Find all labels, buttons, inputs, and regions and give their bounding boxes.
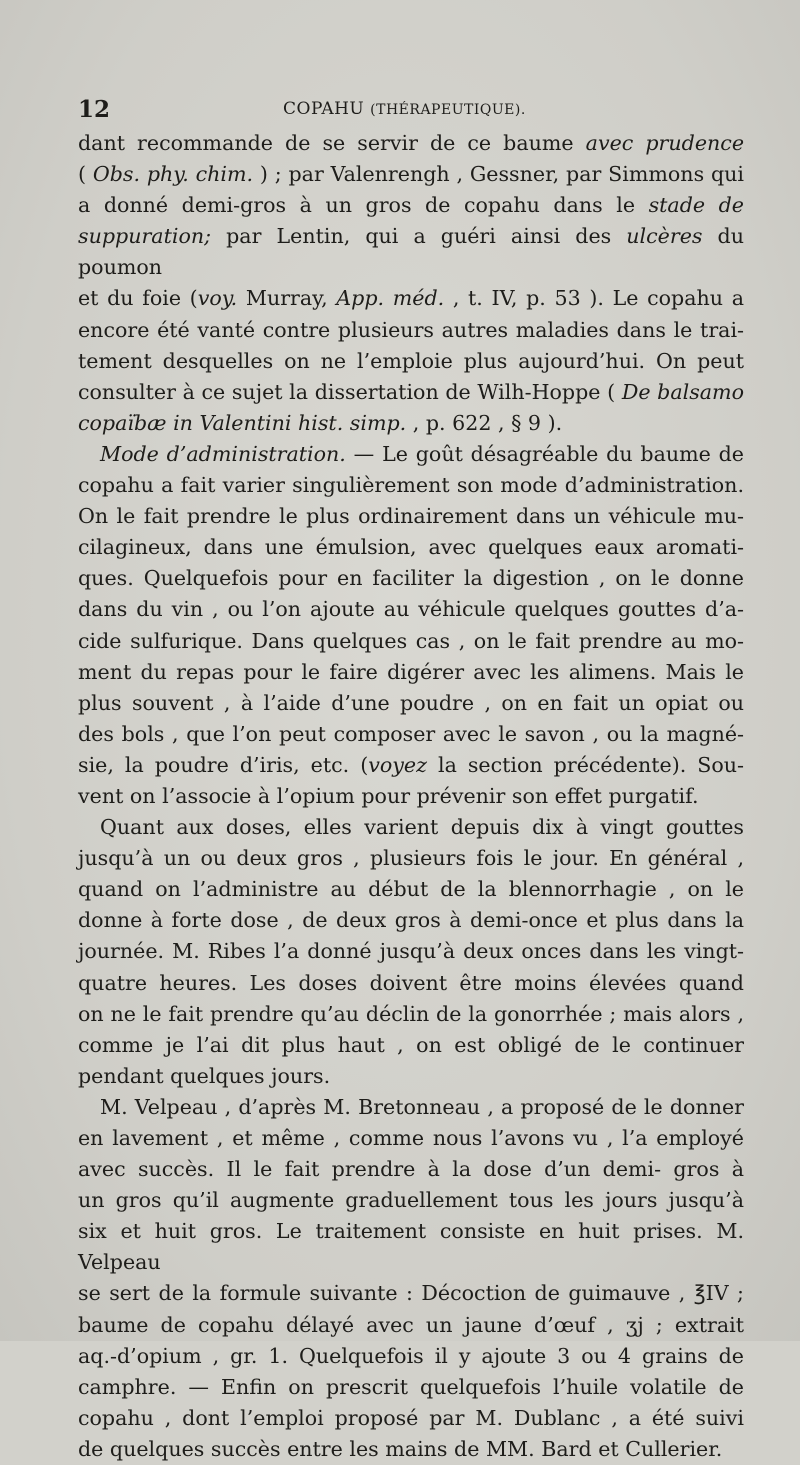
text-line (78, 1341, 744, 1372)
text-line (78, 1092, 744, 1123)
text-line (78, 936, 744, 967)
text-segment: , p. 622 , § 9 ). (406, 410, 563, 435)
running-subtitle: (THÉRAPEUTIQUE). (370, 102, 526, 118)
text-segment: , t. IV, p. 53 ). Le copahu a (444, 286, 744, 311)
text-line (78, 657, 744, 688)
text-line (78, 408, 744, 439)
text-line (78, 688, 744, 719)
italic-segment: App. méd. (336, 286, 445, 311)
page-header (78, 96, 750, 126)
text-segment: ) ; par Valenrengh , Gessner, par Simmons qui (253, 162, 744, 187)
text-line (78, 1123, 744, 1154)
text-segment: journée. M. Ribes l’a donné jusqu’à deux onces dans les vingt- (78, 939, 744, 964)
text-line (78, 315, 744, 346)
text-segment: de quelques succès entre les mains de MM. Bard et Cullerier. (78, 1436, 723, 1461)
text-segment: baume de copahu délayé avec un jaune d’œuf , ʒj ; extrait (78, 1312, 744, 1337)
text-line (78, 1216, 744, 1278)
text-line (78, 283, 744, 314)
text-segment: comme je l’ai dit plus haut , on est obligé de le continuer (78, 1032, 744, 1057)
italic-segment: ulcères (626, 224, 703, 249)
text-line (78, 750, 744, 781)
italic-segment: voy. (197, 286, 238, 311)
text-segment: M. Velpeau , d’après M. Bretonneau , a proposé de le donner (100, 1094, 744, 1119)
text-line (78, 377, 744, 408)
text-line (78, 1434, 744, 1465)
text-segment: on ne le fait prendre qu’au déclin de la gonorrhée ; mais alors , (78, 1001, 744, 1026)
text-segment: six et huit gros. Le traitement consiste en huit prises. M. Velpeau (78, 1219, 744, 1275)
text-line (78, 470, 744, 501)
text-segment: cide sulfurique. Dans quelques cas , on le fait prendre au mo- (78, 628, 744, 653)
italic-segment: Mode d’administration. (100, 441, 346, 466)
text-segment: vent on l’associe à l’opium pour prévenir son effet purgatif. (78, 783, 699, 808)
italic-segment: Obs. phy. chim. (92, 162, 254, 187)
italic-segment: suppuration; (78, 224, 212, 249)
italic-segment: avec prudence (585, 131, 745, 155)
italic-segment: voyez (368, 752, 427, 777)
text-segment: ment du repas pour le faire digérer avec les alimens. Mais le (78, 659, 744, 684)
text-segment: ques. Quelquefois pour en faciliter la digestion , on le donne (78, 566, 744, 591)
text-segment: cilagineux, dans une émulsion, avec quelques eaux aromati- (78, 535, 744, 560)
text-segment: avec succès. Il le fait prendre à la dose d’un demi- gros à (78, 1157, 744, 1182)
text-segment: Quant aux doses, elles varient depuis dix à vingt gouttes (100, 815, 744, 840)
text-segment: quand on l’administre au début de la blennorrhagie , on le (78, 877, 744, 902)
text-segment: et du foie ( (78, 286, 198, 311)
text-segment: On le fait prendre le plus ordinairement dans un véhicule mu- (78, 504, 744, 529)
text-segment: a donné demi-gros à un gros de copahu dans le (78, 193, 649, 218)
text-line (78, 999, 744, 1030)
text-line (78, 594, 744, 625)
page-number: 12 (78, 96, 111, 123)
text-line (78, 1403, 744, 1434)
text-segment: aq.-d’opium , gr. 1. Quelquefois il y ajoute 3 ou 4 grains de (78, 1343, 744, 1368)
text-segment: donne à forte dose , de deux gros à demi-once et plus dans la (78, 908, 744, 933)
text-segment: — Le goût désagréable du baume de (345, 441, 744, 466)
text-line (78, 563, 744, 594)
text-segment: sie, la poudre d’iris, etc. ( (78, 752, 369, 777)
text-line (78, 781, 744, 812)
running-head (283, 99, 526, 119)
text-segment: des bols , que l’on peut composer avec le savon , ou la magné- (78, 721, 744, 746)
text-line (78, 843, 744, 874)
text-segment: par Lentin, qui a guéri ainsi des (211, 224, 627, 249)
text-line (78, 346, 744, 377)
text-segment: du poumon (78, 224, 744, 280)
text-segment: copahu , dont l’emploi proposé par M. Dublanc , a été suivi (78, 1405, 744, 1430)
running-title: COPAHU (283, 99, 365, 119)
text-segment: dans du vin , ou l’on ajoute au véhicule quelques gouttes d’a- (78, 597, 744, 622)
text-line (78, 1030, 744, 1061)
italic-segment: stade de (648, 193, 744, 218)
text-line (78, 501, 744, 532)
text-segment: consulter à ce sujet la dissertation de Wilh-Hoppe ( (78, 379, 622, 404)
text-segment: pendant quelques jours. (78, 1063, 331, 1088)
text-line (78, 190, 744, 221)
text-segment: un gros qu’il augmente graduellement tous les jours jusqu’à (78, 1188, 744, 1213)
text-segment: jusqu’à un ou deux gros , plusieurs fois le jour. En général , (78, 846, 744, 871)
text-line (78, 968, 744, 999)
text-segment: en lavement , et même , comme nous l’avons vu , l’a employé (78, 1126, 744, 1150)
text-segment: camphre. — Enfin on prescrit quelquefois l’huile volatile de (78, 1374, 744, 1399)
text-segment: tement desquelles on ne l’emploie plus aujourd’hui. On peut (78, 348, 744, 373)
text-line (78, 1154, 744, 1185)
text-line (78, 439, 744, 470)
text-line (78, 1278, 744, 1309)
text-line (78, 1310, 744, 1341)
text-line (78, 626, 744, 657)
italic-segment: De balsamo (621, 379, 744, 404)
text-segment: copahu a fait varier singulièrement son mode d’administration. (78, 473, 744, 498)
text-segment: ( (78, 162, 93, 187)
text-segment: plus souvent , à l’aide d’une poudre , on en fait un opiat ou (78, 690, 744, 715)
text-line (78, 905, 744, 936)
text-line (78, 221, 744, 283)
text-line (78, 719, 744, 750)
text-segment: Murray, (237, 286, 337, 311)
page-body (78, 128, 744, 1465)
text-segment: encore été vanté contre plusieurs autres maladies dans le trai- (78, 317, 744, 342)
text-segment: dant recommande de se servir de ce baume (78, 131, 586, 155)
text-line (78, 532, 744, 563)
text-line (78, 128, 744, 159)
text-line (78, 874, 744, 905)
text-segment: la section précédente). Sou- (426, 752, 745, 777)
text-line (78, 1185, 744, 1216)
italic-segment: copaïbæ in Valentini hist. simp. (78, 410, 407, 435)
text-line (78, 812, 744, 843)
text-line (78, 159, 744, 190)
text-line (78, 1372, 744, 1403)
text-segment: quatre heures. Les doses doivent être moins élevées quand (78, 970, 744, 995)
text-line (78, 1061, 744, 1092)
text-segment: se sert de la formule suivante : Décoction de guimauve , ℥IV ; (78, 1281, 744, 1306)
